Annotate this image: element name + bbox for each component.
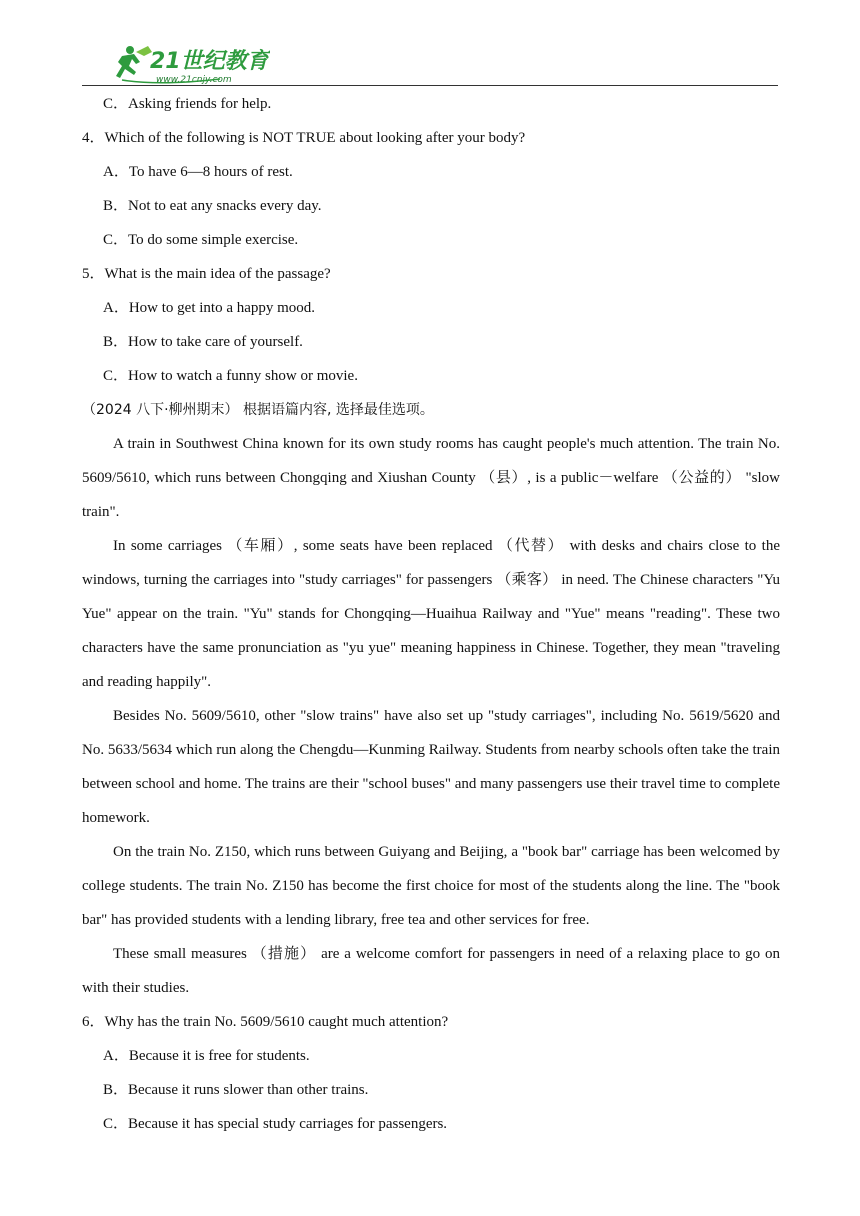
- question-6: 6．Why has the train No. 5609/5610 caught much attention?: [82, 1014, 449, 1030]
- header-divider: [82, 85, 778, 86]
- q5-option-a: A．How to get into a happy mood.: [103, 300, 316, 316]
- q6-option-b: B．Because it runs slower than other trains.: [103, 1082, 369, 1098]
- question-5: 5．What is the main idea of the passage?: [82, 266, 331, 282]
- site-logo: [100, 42, 270, 86]
- q6-option-c: C．Because it has special study carriages for passengers.: [103, 1116, 448, 1132]
- question-4: 4．Which of the following is NOT TRUE about looking after your body?: [82, 130, 526, 146]
- logo-text: 21世纪教育: [150, 49, 269, 74]
- runner-icon: [116, 46, 152, 78]
- passage-paragraph-3: Besides No. 5609/5610, other "slow trains" have also set up "study carriages", including No. 5619/5620 and No. 5633/5634 which run along the Chengdu—Kunming Railway. Students from nearby schools often take the train between school and home. The trains are their "school buses" and many passengers use their travel time to complete homework.: [82, 708, 780, 826]
- q6-option-a: A．Because it is free for students.: [103, 1048, 310, 1064]
- passage-paragraph-5: These small measures （措施） are a welcome comfort for passengers in need of a relaxing place to go on with their studies.: [82, 946, 780, 996]
- passage-paragraph-4: On the train No. Z150, which runs between Guiyang and Beijing, a "book bar" carriage has been welcomed by college students. The train No. Z150 has become the first choice for most of the students along the line. The "book bar" has provided students with a lending library, free tea and other services for free.: [82, 844, 780, 928]
- passage-paragraph-2: In some carriages （车厢）, some seats have been replaced （代替） with desks and chairs close to the windows, turning the carriages into "study carriages" for passengers （乘客） in need. The Chinese characters "Yu Yue" appear on the train. "Yu" stands for Chongqing—Huaihua Railway and "Yue" means "reading". These two characters have the same pronunciation as "yu yue" meaning happiness in Chinese. Together, they mean "traveling and reading happily".: [82, 538, 780, 690]
- passage-paragraph-1: A train in Southwest China known for its own study rooms has caught people's much attention. The train No. 5609/5610, which runs between Chongqing and Xiushan County （县）, is a public－welfare （公益的） "slow train".: [82, 436, 780, 520]
- logo-url-text: www.21cnjy.com: [156, 75, 232, 85]
- q3-option-c: C．Asking friends for help.: [103, 96, 272, 112]
- q5-option-b: B．How to take care of yourself.: [103, 334, 303, 350]
- page-content: [82, 87, 780, 1141]
- q4-option-b: B．Not to eat any snacks every day.: [103, 198, 322, 214]
- page-header: [82, 38, 778, 86]
- passage-source: （2024 八下·柳州期末） 根据语篇内容, 选择最佳选项。: [82, 402, 434, 418]
- q4-option-a: A．To have 6—8 hours of rest.: [103, 164, 293, 180]
- q5-option-c: C．How to watch a funny show or movie.: [103, 368, 358, 384]
- q4-option-c: C．To do some simple exercise.: [103, 232, 299, 248]
